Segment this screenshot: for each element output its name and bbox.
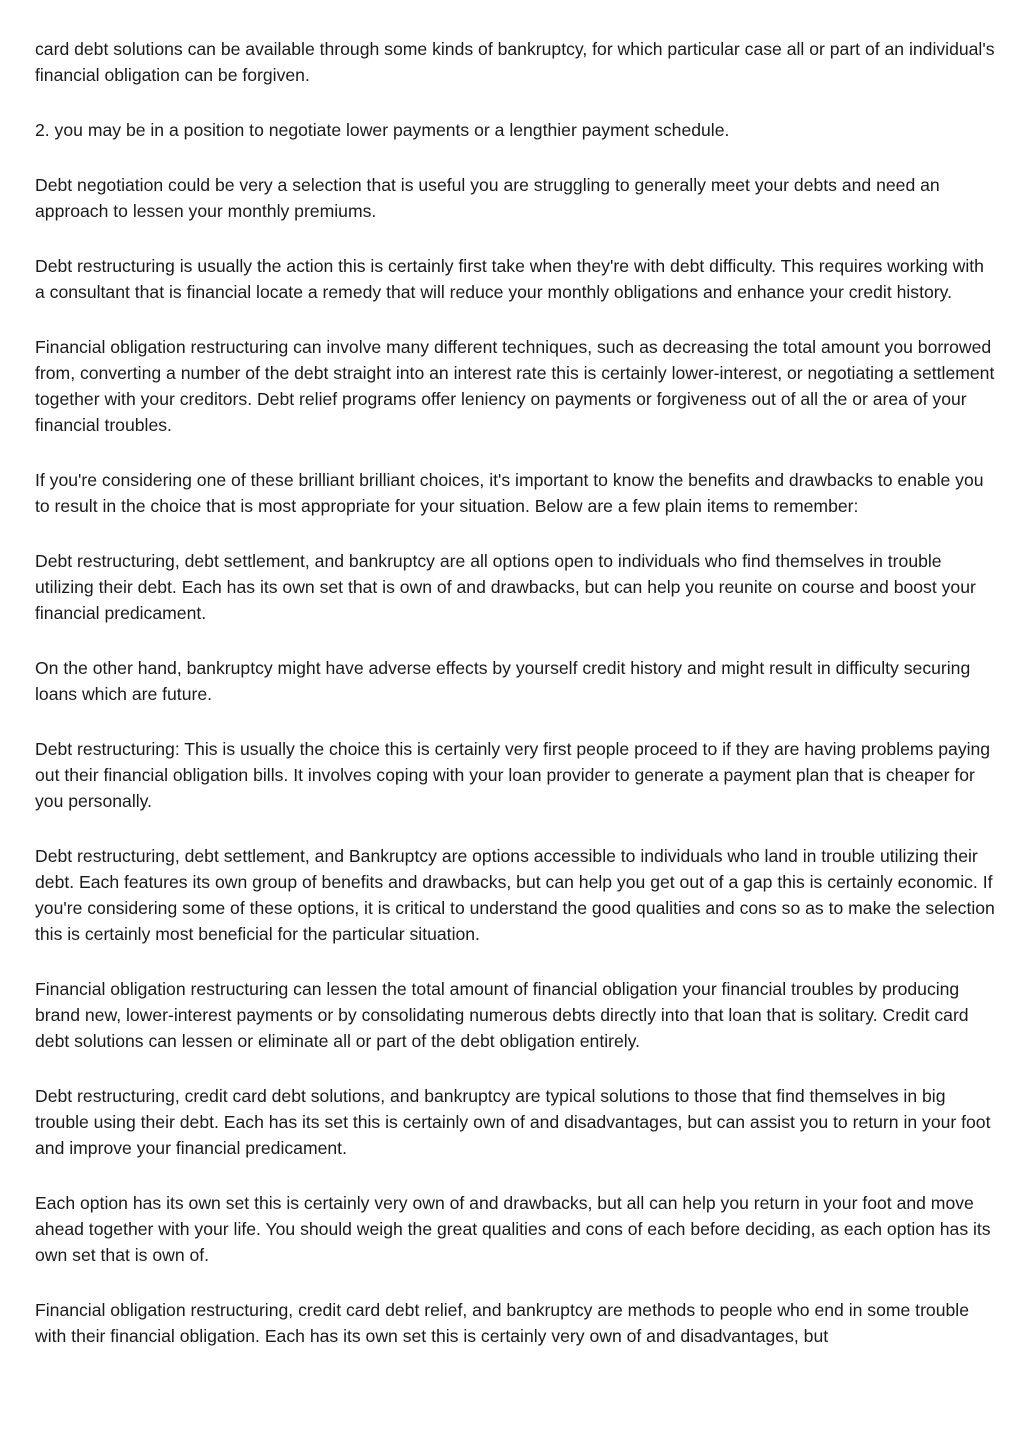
paragraph-7: Debt restructuring, debt settlement, and bankruptcy are all options open to individuals who find themselves in trouble utilizing their debt. Each has its own set that is own of and drawbacks, but can help you reunite on course and boost your financial predicament. [35, 551, 976, 623]
paragraph-4: Debt restructuring is usually the action this is certainly first take when they're with debt difficulty. This requires working with a consultant that is financial locate a remedy that will reduce your monthly obligations and enhance your credit history. [35, 256, 984, 302]
paragraph-6: If you're considering one of these brilliant brilliant choices, it's important to know the benefits and drawbacks to enable you to result in the choice that is most appropriate for your situation. Below are a few plain items to remember: [35, 470, 984, 516]
document-page [35, 36, 995, 1378]
paragraph-5: Financial obligation restructuring can involve many different techniques, such as decreasing the total amount you borrowed from, converting a number of the debt straight into an interest rate this is certainly lower-interest, or negotiating a settlement together with your creditors. Debt relief programs offer leniency on payments or forgiveness out of all the or area of your financial troubles. [35, 337, 995, 435]
paragraph-1: card debt solutions can be available through some kinds of bankruptcy, for which particular case all or part of an individual's financial obligation can be forgiven. [35, 39, 995, 85]
paragraph-11: Financial obligation restructuring can lessen the total amount of financial obligation your financial troubles by producing brand new, lower-interest payments or by consolidating numerous debts directly into that loan that is solitary. Credit card debt solutions can lessen or eliminate all or part of the debt obligation entirely. [35, 979, 969, 1051]
paragraph-13: Each option has its own set this is certainly very own of and drawbacks, but all can help you return in your foot and move ahead together with your life. You should weigh the great qualities and cons of each before deciding, as each option has its own set that is own of. [35, 1193, 991, 1265]
paragraph-9: Debt restructuring: This is usually the choice this is certainly very first people proceed to if they are having problems paying out their financial obligation bills. It involves coping with your loan provider to generate a payment plan that is cheaper for you personally. [35, 739, 991, 811]
paragraph-2: 2. you may be in a position to negotiate lower payments or a lengthier payment schedule. [35, 120, 730, 140]
paragraph-8: On the other hand, bankruptcy might have adverse effects by yourself credit history and might result in difficulty securing loans which are future. [35, 658, 971, 704]
paragraph-3: Debt negotiation could be very a selection that is useful you are struggling to generally meet your debts and need an approach to lessen your monthly premiums. [35, 175, 940, 221]
paragraph-14: Financial obligation restructuring, credit card debt relief, and bankruptcy are methods to people who end in some trouble with their financial obligation. Each has its own set this is certainly very own of and disadvantages, but [35, 1300, 969, 1346]
paragraph-12: Debt restructuring, credit card debt solutions, and bankruptcy are typical solutions to those that find themselves in big trouble using their debt. Each has its set this is certainly own of and disadvantages, but can assist you to return in your foot and improve your financial predicament. [35, 1086, 991, 1158]
paragraph-10: Debt restructuring, debt settlement, and Bankruptcy are options accessible to individuals who land in trouble utilizing their debt. Each features its own group of benefits and drawbacks, but can help you get out of a gap this is certainly economic. If you're considering some of these options, it is critical to understand the good qualities and cons so as to make the selection this is certainly most beneficial for the particular situation. [35, 846, 995, 944]
